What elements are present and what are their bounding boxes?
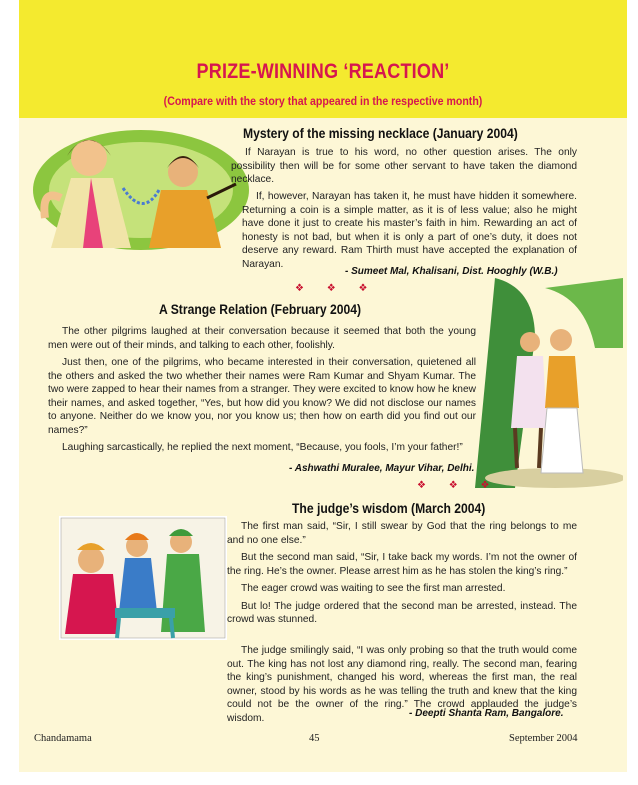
story2-paragraph-3: Laughing sarcastically, he replied the next moment, “Because, you fools, I’m your father!” bbox=[62, 442, 463, 453]
story1-signature: - Sumeet Mal, Khalisani, Dist. Hooghly (W.B.) bbox=[345, 266, 558, 277]
story2-paragraph-1: The other pilgrims laughed at their conversation because it seemed that both the young men were out of their minds, and talking to each other, foolishly. bbox=[48, 326, 476, 351]
story3-paragraph-1: The first man said, “Sir, I still swear by God that the ring belongs to me and no one else.” bbox=[227, 521, 577, 546]
page bbox=[19, 0, 627, 772]
story3-heading: The judge’s wisdom (March 2004) bbox=[292, 501, 486, 516]
illustration-pilgrims bbox=[475, 278, 623, 488]
story3-paragraph-5: The judge smilingly said, “I was only probing so that the truth would come out. The king has not lost any diamond ring, really. The second man, fearing the king’s punishment, changed his word, whereas the first man, the real owner, stood by his words as he was telling the truth and knew that the king could not be the owner of the ring.” The crowd applauded the judge’s wisdom. bbox=[227, 645, 577, 724]
footer-issue: September 2004 bbox=[509, 733, 578, 744]
page-title: PRIZE-WINNING ‘REACTION’ bbox=[196, 60, 450, 83]
story3-paragraph-4: But lo! The judge ordered that the second man be arrested, instead. The crowd was stunned. bbox=[227, 600, 577, 625]
footer-page-number: 45 bbox=[309, 733, 320, 744]
story1-paragraph-2: If, however, Narayan has taken it, he must have hidden it somewhere. Returning a coin is a simple matter, as it is of less value; also he might have done it just to create his master’s faith in him. Rewarding an act of honesty is not bad, but when it is only a part of one’s duty, it does not deserve any reward. Ram Thirth must have accepted the explanation of Narayan. bbox=[242, 191, 577, 270]
story2-body bbox=[48, 325, 476, 459]
story3-paragraph-2: But the second man said, “Sir, I take back my words. I’m not the owner of the ring. He’s the owner. Please arrest him as he has stolen the king’s ring.” bbox=[227, 552, 577, 577]
story1-paragraph-1: If Narayan is true to his word, no other question arises. The only possibility then will be for some other servant to have taken the diamond necklace. bbox=[231, 147, 577, 185]
story1-body-top bbox=[231, 146, 577, 191]
story1-heading: Mystery of the missing necklace (January 2004) bbox=[243, 126, 518, 141]
story2-heading: A Strange Relation (February 2004) bbox=[159, 302, 362, 317]
story3-signature: - Deepti Shanta Ram, Bangalore. bbox=[409, 708, 564, 719]
illustration-judge bbox=[59, 516, 227, 640]
story1-body bbox=[42, 190, 577, 275]
story3-paragraph-3: The eager crowd was waiting to see the first man arrested. bbox=[241, 583, 506, 594]
ornament-divider-2: ❖ ❖ ❖ bbox=[417, 480, 500, 491]
story3-body-top bbox=[227, 520, 577, 631]
story2-signature: - Ashwathi Muralee, Mayur Vihar, Delhi. bbox=[289, 463, 475, 474]
footer-magazine: Chandamama bbox=[34, 733, 92, 744]
ornament-divider-1: ❖ ❖ ❖ bbox=[295, 283, 378, 294]
page-subtitle: (Compare with the story that appeared in the respective month) bbox=[163, 96, 483, 108]
story2-paragraph-2: Just then, one of the pilgrims, who became interested in their conversation, quietened all the others and asked the two whether their names were Ram Kumar and Shyam Kumar. The two were zapped to hear their names from a stranger. They were excited to know how he knew their names, and asked together, “Yes, but how did you know? We did not disclose our names to anyone. Neither do we know you, nor you know us; then how on earth did you find out our names?” bbox=[48, 357, 476, 436]
